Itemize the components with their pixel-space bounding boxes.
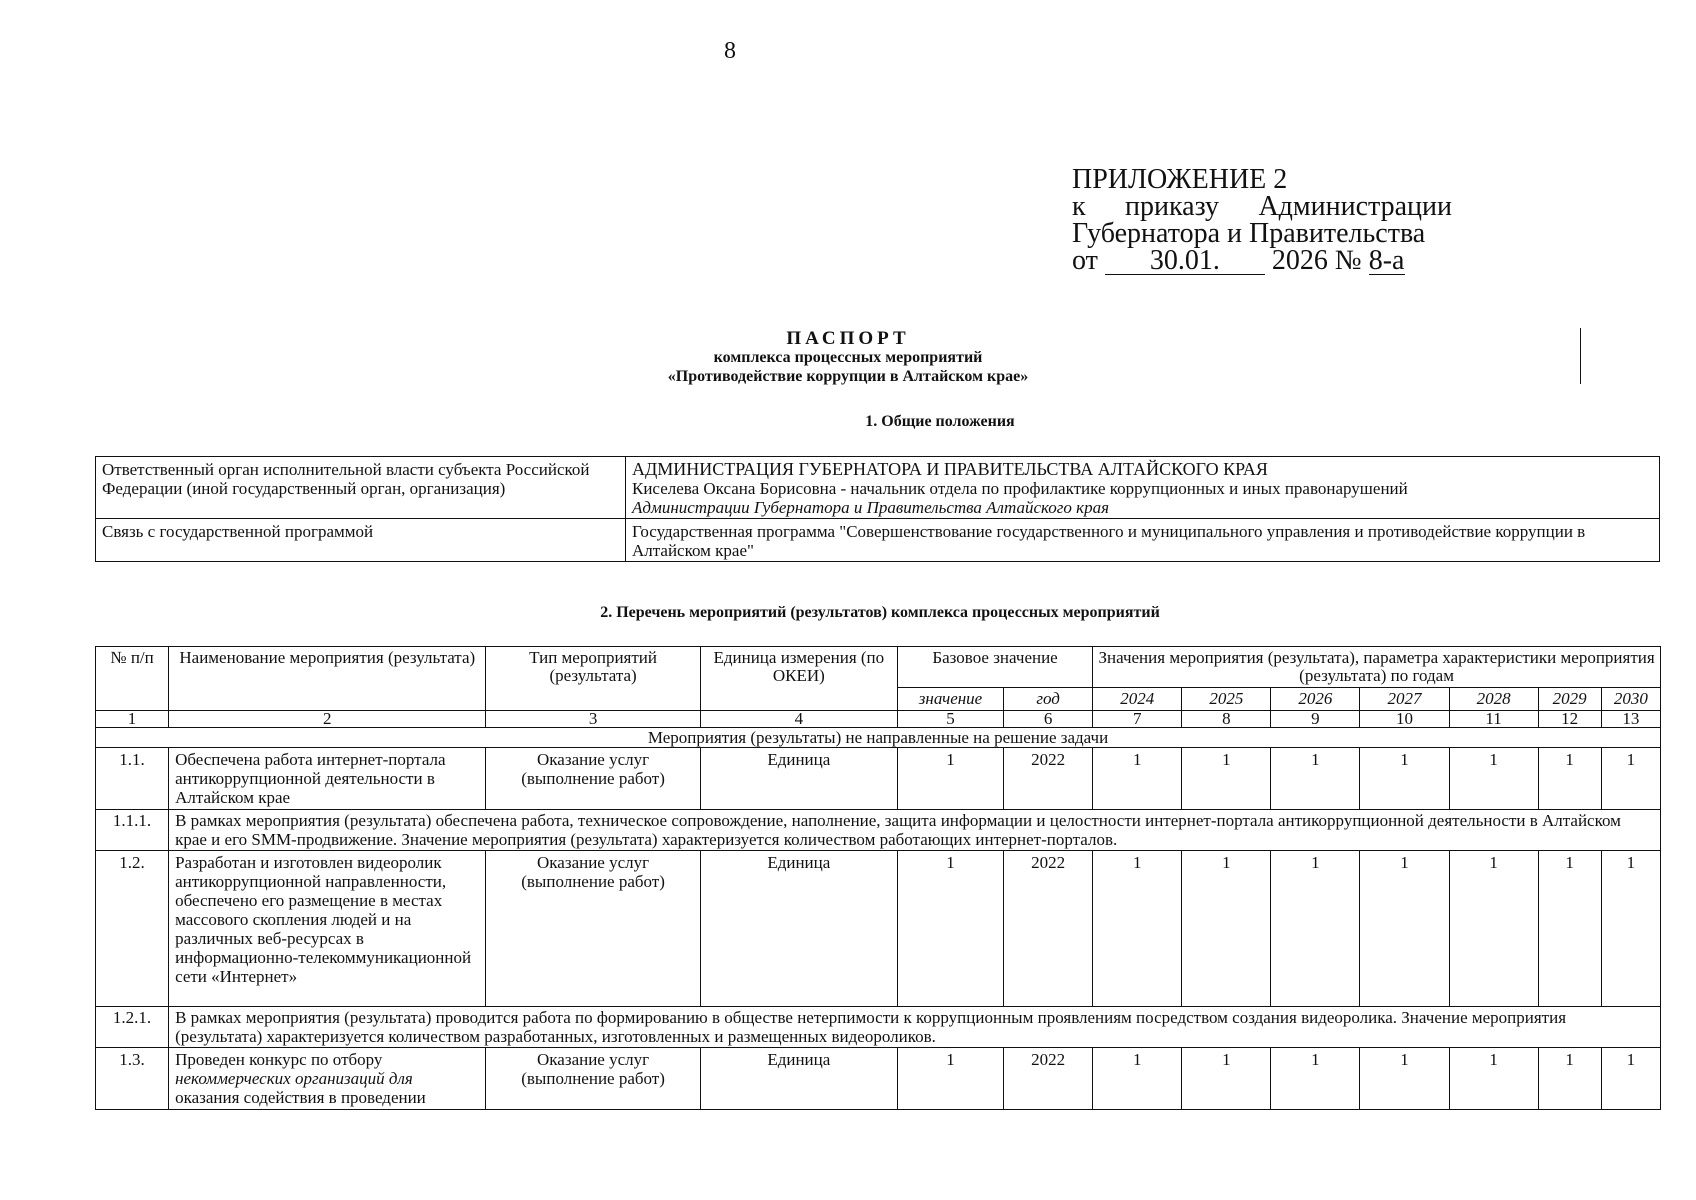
- row-number: 1.2.1.: [96, 1007, 169, 1048]
- row-number: 1.3.: [96, 1048, 169, 1110]
- row-number: 1.1.: [96, 748, 169, 810]
- year-value: 1: [1601, 851, 1660, 1007]
- base-year: 2022: [1004, 851, 1093, 1007]
- activity-unit: Единица: [700, 851, 897, 1007]
- year-value: 1: [1538, 1048, 1601, 1110]
- year-value: 1: [1093, 851, 1182, 1007]
- activity-description: В рамках мероприятия (результата) проводится работа по формированию в обществе нетерпимости к коррупционным проявлениям посредством создания видеоролика. Значение мероприятия (результата) характеризуется количеством разработанных, изготовленных и размещенных видеороликов.: [169, 1007, 1661, 1048]
- col-header-type: Тип мероприятий (результата): [486, 647, 700, 711]
- row-number: 1.1.1.: [96, 810, 169, 851]
- section-2-title: 2. Перечень мероприятий (результатов) комплекса процессных мероприятий: [600, 604, 1160, 621]
- activity-type: Оказание услуг (выполнение работ): [486, 1048, 700, 1110]
- activity-name: Разработан и изготовлен видеоролик антикоррупционной направленности, обеспечено его размещение в местах массового скопления людей и на различных веб-ресурсах в информационно-телекоммуникационной сети «Интернет»: [169, 851, 486, 1007]
- appendix-title: ПРИЛОЖЕНИЕ 2: [1072, 164, 1288, 195]
- year-value: 1: [1449, 748, 1538, 810]
- year-value: 1: [1360, 851, 1449, 1007]
- activities-table: [95, 646, 1661, 1110]
- year-value: 1: [1360, 748, 1449, 810]
- column-number: 1: [96, 711, 169, 728]
- table-header-row: [96, 647, 1661, 688]
- section-banner-row: [96, 728, 1661, 748]
- col-header-base-year: год: [1004, 688, 1093, 711]
- activity-type: Оказание услуг (выполнение работ): [486, 851, 700, 1007]
- program-link-label: Связь с государственной программой: [96, 519, 626, 562]
- activity-type: Оказание услуг (выполнение работ): [486, 748, 700, 810]
- appendix-date-line: от 30.01. 2026 № 8-а: [1072, 245, 1405, 276]
- general-provisions-table: [95, 456, 1660, 562]
- responsible-body-label: Ответственный орган исполнительной власти субъекта Российской Федерации (иной государственный орган, организация): [96, 457, 626, 519]
- col-header-name: Наименование мероприятия (результата): [169, 647, 486, 711]
- activity-name: Обеспечена работа интернет-портала антикоррупционной деятельности в Алтайском крае: [169, 748, 486, 810]
- column-number: 13: [1601, 711, 1660, 728]
- passport-title: ПАСПОРТ: [786, 328, 910, 349]
- column-number: 11: [1449, 711, 1538, 728]
- year-value: 1: [1449, 1048, 1538, 1110]
- margin-mark: [1580, 328, 1581, 384]
- activity-unit: Единица: [700, 1048, 897, 1110]
- col-header-year: 2027: [1360, 688, 1449, 711]
- column-number: 7: [1093, 711, 1182, 728]
- year-value: 1: [1601, 748, 1660, 810]
- base-value: 1: [897, 748, 1003, 810]
- table-row-detail: [96, 1007, 1661, 1048]
- column-number: 8: [1182, 711, 1271, 728]
- section-banner: Мероприятия (результаты) не направленные на решение задачи: [96, 728, 1661, 748]
- column-number: 2: [169, 711, 486, 728]
- appendix-line-2: к приказу Администрации: [1072, 191, 1452, 222]
- year-value: 1: [1182, 1048, 1271, 1110]
- responsible-body-value: АДМИНИСТРАЦИЯ ГУБЕРНАТОРА И ПРАВИТЕЛЬСТВА АЛТАЙСКОГО КРАЯ Киселева Оксана Борисовна - начальник отдела по профилактике коррупционных и иных правонарушений Администрации Губернатора и Правительства Алтайского края: [626, 457, 1660, 519]
- section-1-title: 1. Общие положения: [865, 413, 1015, 430]
- col-header-values: Значения мероприятия (результата), параметра характеристики мероприятия (результата) по годам: [1093, 647, 1661, 688]
- table-row: [96, 519, 1660, 562]
- program-link-value: Государственная программа "Совершенствование государственного и муниципального управления и противодействие коррупции в Алтайском крае": [626, 519, 1660, 562]
- row-number: 1.2.: [96, 851, 169, 1007]
- year-value: 1: [1271, 748, 1360, 810]
- order-number: 8-а: [1368, 245, 1405, 276]
- page-number: 8: [724, 38, 736, 64]
- year-value: 1: [1182, 851, 1271, 1007]
- column-number: 4: [700, 711, 897, 728]
- col-header-year: 2026: [1271, 688, 1360, 711]
- year-value: 1: [1449, 851, 1538, 1007]
- col-header-year: 2029: [1538, 688, 1601, 711]
- col-header-year: 2030: [1601, 688, 1660, 711]
- base-value: 1: [897, 851, 1003, 1007]
- year-value: 1: [1360, 1048, 1449, 1110]
- order-date: 30.01.: [1105, 247, 1265, 275]
- table-row: [96, 748, 1661, 810]
- table-row: [96, 851, 1661, 1007]
- column-number: 6: [1004, 711, 1093, 728]
- table-row-detail: [96, 810, 1661, 851]
- col-header-year: 2024: [1093, 688, 1182, 711]
- table-row: [96, 457, 1660, 519]
- year-value: 1: [1271, 851, 1360, 1007]
- year-value: 1: [1271, 1048, 1360, 1110]
- col-header-num: № п/п: [96, 647, 169, 711]
- year-value: 1: [1093, 748, 1182, 810]
- column-number: 9: [1271, 711, 1360, 728]
- col-header-year: 2025: [1182, 688, 1271, 711]
- activity-description: В рамках мероприятия (результата) обеспечена работа, техническое сопровождение, наполнение, защита информации и целостности интернет-портала антикоррупционной деятельности в Алтайском крае и его SMM-продвижение. Значение мероприятия (результата) характеризуется количеством работающих интернет-порталов.: [169, 810, 1661, 851]
- column-number: 12: [1538, 711, 1601, 728]
- appendix-header: [1072, 166, 1452, 275]
- activity-name: Проведен конкурс по отбору некоммерческих организаций для оказания содействия в проведении: [169, 1048, 486, 1110]
- passport-subtitle: комплекса процессных мероприятий: [713, 349, 983, 366]
- base-year: 2022: [1004, 748, 1093, 810]
- col-header-unit: Единица измерения (по ОКЕИ): [700, 647, 897, 711]
- passport-program-name: «Противодействие коррупции в Алтайском крае»: [667, 368, 1029, 385]
- column-number: 10: [1360, 711, 1449, 728]
- appendix-line-3: Губернатора и Правительства: [1072, 218, 1426, 249]
- col-header-base-value: значение: [897, 688, 1003, 711]
- column-numbers-row: [96, 711, 1661, 728]
- year-value: 1: [1601, 1048, 1660, 1110]
- year-value: 1: [1538, 851, 1601, 1007]
- year-value: 1: [1538, 748, 1601, 810]
- col-header-base: Базовое значение: [897, 647, 1092, 688]
- base-year: 2022: [1004, 1048, 1093, 1110]
- column-number: 3: [486, 711, 700, 728]
- base-value: 1: [897, 1048, 1003, 1110]
- table-row: [96, 1048, 1661, 1110]
- year-value: 1: [1182, 748, 1271, 810]
- year-value: 1: [1093, 1048, 1182, 1110]
- col-header-year: 2028: [1449, 688, 1538, 711]
- column-number: 5: [897, 711, 1003, 728]
- activity-unit: Единица: [700, 748, 897, 810]
